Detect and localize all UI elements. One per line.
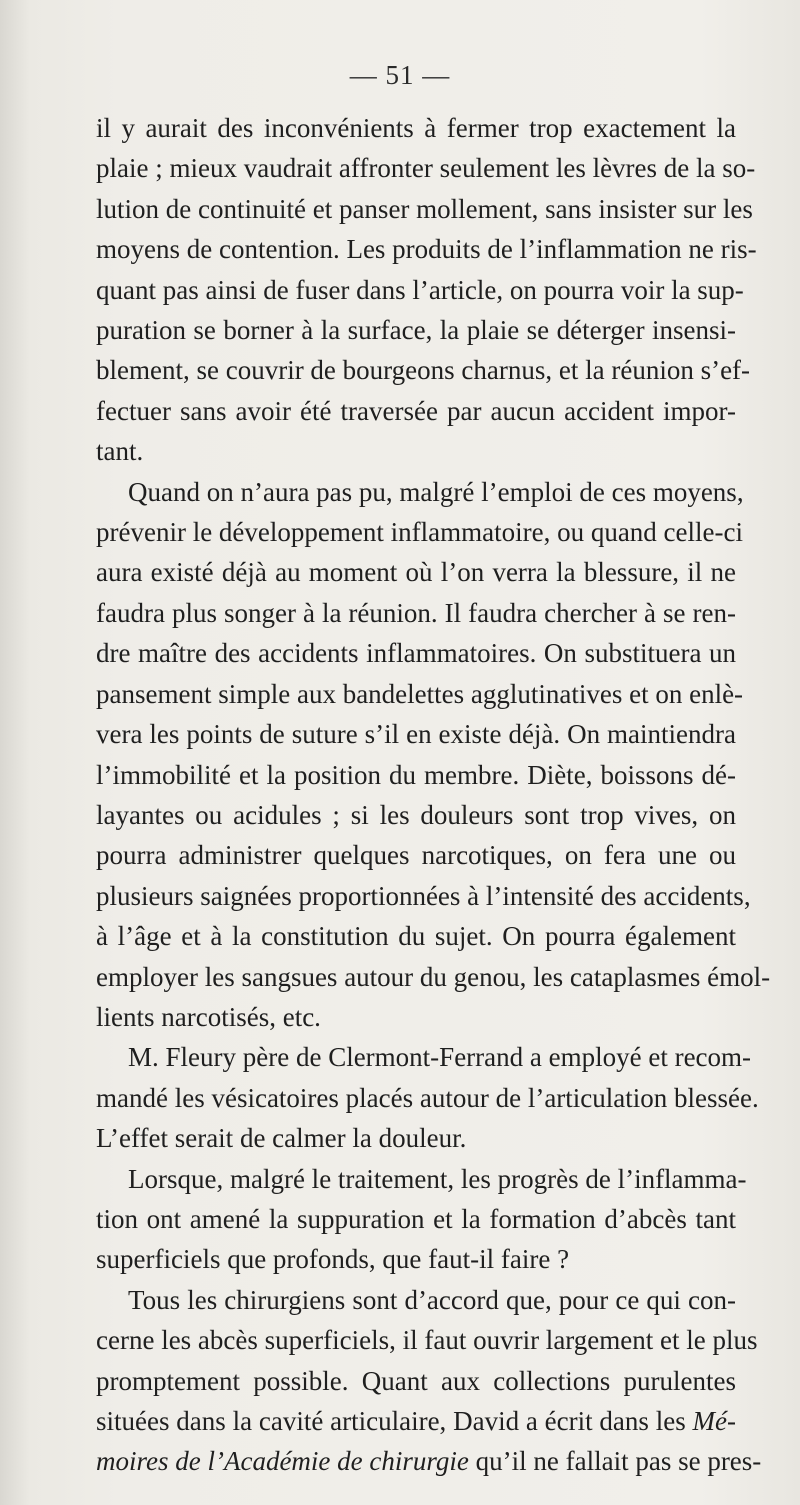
text-line: Quand on n’aura pas pu, malgré l’emploi de ces moyens, bbox=[128, 476, 744, 507]
text-line: plusieurs saignées proportionnées à l’intensité des accidents, bbox=[96, 880, 751, 911]
italic-title-part: moires de l’Académie de chirurgie bbox=[96, 1446, 469, 1477]
text-line: promptement possible. Quant aux collections purulentes bbox=[96, 1365, 736, 1396]
text-line: cerne les abcès superficiels, il faut ouvrir largement et le plus bbox=[96, 1325, 758, 1356]
text-line: lients narcotisés, etc. bbox=[96, 1001, 321, 1032]
text-line: dre maître des accidents inflammatoires. On substituera un bbox=[96, 638, 736, 669]
text-line: fectuer sans avoir été traversée par aucun accident impor- bbox=[96, 395, 736, 426]
text-line: Tous les chirurgiens sont d’accord que, pour ce qui con- bbox=[128, 1284, 736, 1315]
text-line: vera les points de suture s’il en existe déjà. On maintiendra bbox=[96, 719, 736, 750]
text-line: employer les sangsues autour du genou, les cataplasmes émol- bbox=[96, 961, 771, 992]
text-line: à l’âge et à la constitution du sujet. On pourra également bbox=[96, 921, 736, 952]
text-line: mandé les vésicatoires placés autour de l’articulation blessée. bbox=[96, 1082, 759, 1113]
text-line bbox=[96, 1401, 736, 1441]
text-line bbox=[96, 1441, 762, 1481]
text-line: plaie ; mieux vaudrait affronter seulement les lèvres de la so- bbox=[96, 153, 756, 184]
text-line: tion ont amené la suppuration et la formation d’abcès tant bbox=[96, 1203, 736, 1234]
text-line-content: situées dans la cavité articulaire, David a écrit dans les bbox=[96, 1406, 686, 1436]
text-line: superficiels que profonds, que faut-il faire ? bbox=[96, 1244, 570, 1275]
text-line-content: qu’il ne fallait pas se pres- bbox=[468, 1446, 762, 1477]
text-line: l’immobilité et la position du membre. Diète, boissons dé- bbox=[96, 759, 736, 790]
text-line: layantes ou acidules ; si les douleurs sont trop vives, on bbox=[96, 799, 736, 830]
text-line: prévenir le développement inflammatoire, ou quand celle-ci bbox=[96, 517, 743, 548]
body-text bbox=[96, 108, 771, 1482]
text-line: faudra plus songer à la réunion. Il faudra chercher à se ren- bbox=[96, 597, 736, 628]
text-line: il y aurait des inconvénients à fermer trop exactement la bbox=[96, 113, 736, 143]
text-line: blement, se couvrir de bourgeons charnus, et la réunion s’ef- bbox=[96, 355, 751, 386]
text-line: pourra administrer quelques narcotiques, on fera une ou bbox=[96, 840, 736, 871]
text-line: pansement simple aux bandelettes agglutinatives et on enlè- bbox=[96, 678, 744, 709]
page-number: — 51 — bbox=[349, 60, 451, 90]
text-line: aura existé déjà au moment où l’on verra la blessure, il ne bbox=[96, 557, 736, 588]
text-line: quant pas ainsi de fuser dans l’article, on pourra voir la sup- bbox=[96, 274, 744, 305]
text-line: L’effet serait de calmer la douleur. bbox=[96, 1123, 467, 1154]
text-line: M. Fleury père de Clermont-Ferrand a employé et recom- bbox=[128, 1042, 752, 1073]
text-line: puration se borner à la surface, la plaie se déterger insensi- bbox=[96, 315, 736, 346]
text-line: moyens de contention. Les produits de l’inflammation ne ris- bbox=[96, 234, 757, 265]
text-line: lution de continuité et panser mollement, sans insister sur les bbox=[96, 193, 753, 224]
italic-title-part: Mé- bbox=[692, 1406, 736, 1436]
text-line: Lorsque, malgré le traitement, les progrès de l’inflamma- bbox=[128, 1163, 747, 1194]
text-line: tant. bbox=[96, 436, 144, 467]
